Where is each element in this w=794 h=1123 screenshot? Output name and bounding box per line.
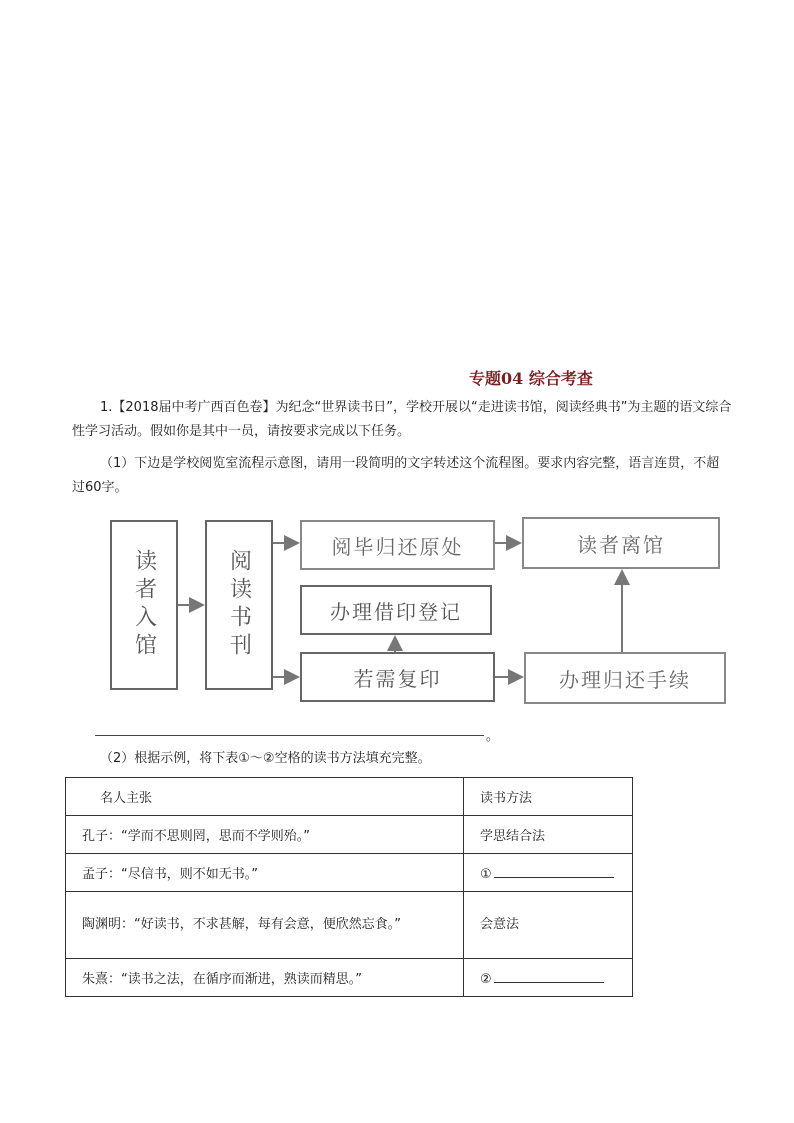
page-title: 专题04 综合考查 — [469, 369, 593, 388]
table-header-claim: 名人主张 — [66, 778, 464, 816]
table-cell-method — [464, 959, 633, 997]
table-header-method: 读书方法 — [464, 778, 633, 816]
table-cell-method: 会意法 — [464, 892, 633, 959]
table-cell-method — [464, 854, 633, 892]
flow-box-need-copy: 若需复印 — [300, 652, 495, 702]
question-part1: （1）下边是学校阅览室流程示意图，请用一段简明的文字转述这个流程图。要求内容完整，语言连贯，不超过60字。 — [72, 456, 720, 495]
table-cell-method: 学思结合法 — [464, 816, 633, 854]
table-cell-claim: 孔子：“学而不思则罔，思而不学则殆。” — [66, 816, 464, 854]
table-row — [66, 854, 633, 892]
flow-box-read: 阅读书刊 — [205, 520, 273, 690]
table-row — [66, 816, 633, 854]
answer-blank-1[interactable] — [494, 863, 614, 878]
flow-box-return-original: 阅毕归还原处 — [300, 520, 495, 570]
table-header-row — [66, 778, 633, 816]
question-intro: 1.【2018届中考广西百色卷】为纪念“世界读书日”，学校开展以“走进读书馆，阅读经典书”为主题的语文综合性学习活动。假如你是其中一员，请按要求完成以下任务。 — [72, 400, 732, 439]
answer-end-mark: 。 — [486, 729, 500, 744]
blank-number: ② — [480, 972, 492, 987]
flow-box-copy-register: 办理借印登记 — [300, 585, 492, 635]
table-cell-claim: 陶渊明：“好读书，不求甚解，每有会意，便欣然忘食。” — [66, 892, 464, 959]
blank-number: ① — [480, 867, 492, 882]
answer-line[interactable] — [95, 735, 484, 736]
flow-box-return-procedure: 办理归还手续 — [524, 652, 726, 704]
flow-box-enter: 读者入馆 — [110, 520, 178, 690]
table-cell-claim: 朱熹：“读书之法，在循序而渐进，熟读而精思。” — [66, 959, 464, 997]
flow-box-leave: 读者离馆 — [522, 517, 720, 569]
reading-methods-table — [65, 777, 633, 997]
question-part2: （2）根据示例，将下表①～②空格的读书方法填充完整。 — [100, 751, 431, 766]
table-cell-claim: 孟子：“尽信书，则不如无书。” — [66, 854, 464, 892]
flow-arrows — [95, 505, 735, 715]
table-row — [66, 959, 633, 997]
table-row — [66, 892, 633, 959]
answer-blank-2[interactable] — [494, 968, 604, 983]
